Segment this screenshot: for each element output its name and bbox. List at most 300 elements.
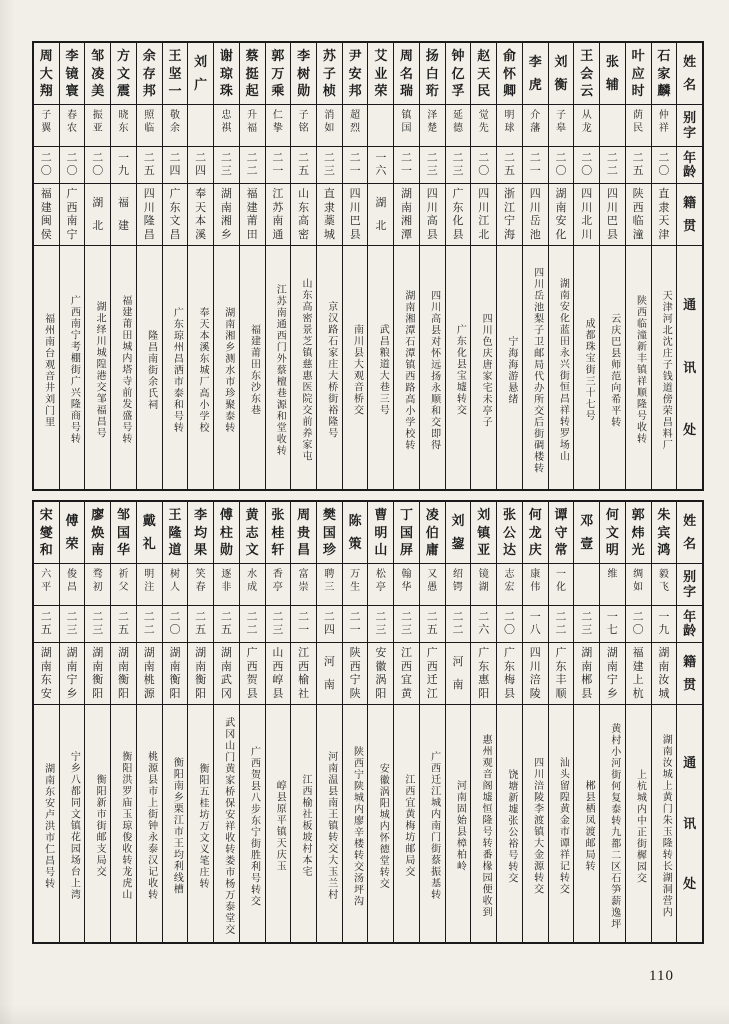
glyph: 通 [272, 228, 284, 241]
glyph: 迁 [426, 674, 438, 687]
glyph: 县 [426, 228, 438, 241]
glyph: 镇 [401, 110, 412, 121]
glyph: 二 [375, 611, 387, 623]
glyph: 邦 [142, 82, 156, 98]
glyph: 荣 [374, 82, 388, 98]
glyph: 四 [478, 188, 490, 201]
glyph: 守 [554, 524, 568, 540]
glyph: 骛 [92, 569, 103, 580]
age-cell [549, 606, 574, 643]
entry-column [573, 502, 599, 942]
glyph: 介 [530, 110, 541, 121]
glyph: 毅 [658, 569, 669, 580]
age-cell [60, 606, 85, 643]
glyph: 建 [246, 201, 258, 214]
glyph: 国 [116, 524, 130, 540]
glyph: 李 [297, 48, 311, 64]
glyph: 赵 [477, 48, 491, 64]
glyph: 惠 [478, 674, 490, 687]
glyph: 艾 [374, 48, 388, 64]
glyph: 二 [478, 611, 490, 623]
glyph: 山 [374, 541, 388, 557]
glyph: 高 [298, 215, 310, 228]
header-column [676, 502, 702, 942]
glyph: 南 [66, 215, 78, 228]
glyph: 卿 [502, 82, 516, 98]
glyph: 琼 [219, 65, 233, 81]
glyph: 三 [581, 624, 593, 636]
glyph: 宁 [503, 215, 515, 228]
alias-cell [497, 105, 522, 147]
glyph: 辅 [605, 77, 619, 92]
entry-column [34, 43, 59, 489]
name-cell [497, 43, 522, 105]
glyph: 杭 [632, 687, 644, 700]
glyph: 四 [606, 188, 618, 201]
age-cell [471, 606, 496, 643]
origin-cell [214, 184, 239, 246]
glyph: 会 [580, 65, 594, 81]
glyph: 应 [631, 65, 645, 81]
glyph: 三 [426, 165, 438, 177]
glyph: 二 [246, 624, 258, 636]
glyph: 安 [375, 647, 387, 660]
origin-cell [471, 643, 496, 705]
name-cell [420, 502, 445, 564]
glyph: 仁 [272, 110, 283, 121]
address-cell: 武冈山门黄家桥保安祥收转娄市杨万泰堂交 [222, 716, 234, 936]
glyph: 天 [195, 201, 207, 214]
origin-cell [34, 184, 59, 246]
glyph: 〇 [169, 624, 181, 636]
glyph: 德 [453, 123, 464, 134]
address-cell: 云庆巴县师范向希平转 [608, 312, 620, 428]
alias-cell [600, 564, 625, 606]
origin-cell [214, 643, 239, 705]
name-cell [266, 502, 291, 564]
age-cell [317, 606, 342, 643]
glyph: 五 [220, 624, 232, 636]
entry-column [342, 502, 368, 942]
glyph: 隆 [143, 215, 155, 228]
entry-column [522, 502, 548, 942]
entry-column [316, 43, 342, 489]
glyph: 镜 [65, 65, 79, 81]
glyph: 川 [349, 201, 361, 214]
glyph: 川 [581, 201, 593, 214]
name-cell [34, 43, 59, 105]
glyph: 东 [118, 123, 129, 134]
name-cell [420, 43, 445, 105]
glyph: 化 [555, 228, 567, 241]
glyph: 隶 [658, 201, 670, 214]
glyph: 伯 [425, 524, 439, 540]
glyph: 泽 [427, 110, 438, 121]
glyph: 南 [91, 541, 105, 557]
address-cell: 山东高密景芝镇慈惠医院交前养家屯 [299, 278, 311, 462]
glyph: 郭 [631, 507, 645, 523]
name-cell [394, 502, 419, 564]
age-cell [652, 147, 677, 184]
origin-cell [420, 184, 445, 246]
glyph: 鋆 [451, 536, 465, 551]
glyph: 和 [39, 541, 53, 557]
glyph: 黄 [245, 507, 259, 523]
glyph: 五 [426, 624, 438, 636]
alias-cell [291, 105, 316, 147]
glyph: 礼 [142, 536, 156, 551]
glyph: 河 [452, 656, 464, 669]
glyph: 潼 [632, 228, 644, 241]
glyph: 七 [606, 624, 618, 636]
glyph: 邦 [348, 82, 362, 98]
glyph: 衡 [92, 674, 104, 687]
glyph: 龄 [683, 623, 697, 638]
entry-column [84, 502, 110, 942]
entry-column [470, 502, 496, 942]
glyph: 明 [605, 541, 619, 557]
glyph: 桃 [143, 674, 155, 687]
glyph: 西 [349, 660, 361, 673]
glyph: 宁 [606, 674, 618, 687]
entry-column [110, 502, 136, 942]
glyph: 超 [350, 110, 361, 121]
origin-cell [652, 643, 677, 705]
glyph: 南 [117, 660, 129, 673]
glyph: 翔 [39, 82, 53, 98]
glyph: 县 [581, 687, 593, 700]
glyph: 源 [143, 687, 155, 700]
address-cell: 衡阳新市街邮支局交 [94, 774, 106, 878]
address-cell: 天津河北沈庄子钱道傍荣昌料厂 [660, 289, 672, 451]
header-age-cell [677, 147, 702, 184]
glyph: 西 [298, 660, 310, 673]
origin-cell [446, 184, 471, 246]
entry-column [496, 502, 522, 942]
glyph: 福 [632, 647, 644, 660]
glyph: 化 [555, 582, 566, 593]
glyph: 子 [298, 110, 309, 121]
glyph: 桂 [271, 524, 285, 540]
origin-cell [497, 643, 522, 705]
glyph: 姓 [683, 513, 697, 529]
glyph: 东 [452, 201, 464, 214]
glyph: 别 [683, 109, 697, 125]
alias-cell [368, 564, 393, 606]
entry-column [265, 502, 291, 942]
glyph: 阳 [169, 687, 181, 700]
glyph: 四 [581, 188, 593, 201]
glyph: 化 [452, 215, 464, 228]
glyph: 南 [220, 201, 232, 214]
glyph: 衡 [195, 674, 207, 687]
glyph: 县 [503, 687, 515, 700]
glyph: 轩 [271, 541, 285, 557]
glyph: 张 [605, 54, 619, 69]
glyph: 钟 [451, 48, 465, 64]
glyph: 树 [169, 569, 180, 580]
glyph: 勋 [297, 82, 311, 98]
glyph: 南 [323, 678, 335, 691]
glyph: 北 [92, 219, 104, 232]
glyph: 建 [632, 660, 644, 673]
glyph: 一 [298, 624, 310, 636]
glyph: 东 [298, 201, 310, 214]
glyph: 二 [503, 611, 515, 623]
entry-column [316, 502, 342, 942]
address-cell: 湖北绎川城隍港交邹福昌号 [94, 301, 106, 439]
age-cell [523, 606, 548, 643]
origin-cell [523, 643, 548, 705]
glyph: 一 [606, 611, 618, 623]
origin-cell [111, 184, 136, 246]
glyph: 二 [66, 611, 78, 623]
glyph: 达 [502, 541, 516, 557]
glyph: 邓 [580, 513, 594, 528]
glyph: 临 [144, 123, 155, 134]
glyph: 周 [297, 507, 311, 523]
glyph: 华 [116, 541, 130, 557]
address-cell: 上杭城内中正街樨园交 [634, 768, 646, 884]
glyph: 四 [323, 624, 335, 636]
alias-cell [497, 564, 522, 606]
glyph: 荣 [65, 536, 79, 551]
glyph: 曹 [374, 507, 388, 523]
glyph: 华 [401, 582, 412, 593]
glyph: 二 [143, 624, 155, 636]
header-address-cell [677, 705, 702, 942]
entry-column [419, 43, 445, 489]
glyph: 江 [272, 188, 284, 201]
name-cell [343, 43, 368, 105]
glyph: 上 [632, 674, 644, 687]
glyph: 江 [426, 687, 438, 700]
address-cell: 广东琼州昌洒市泰和号转 [171, 306, 183, 434]
age-cell [343, 606, 368, 643]
entry-column [187, 43, 213, 489]
glyph: 西 [66, 201, 78, 214]
entry-column [34, 502, 59, 942]
glyph: 怀 [502, 65, 516, 81]
glyph: 年 [683, 150, 697, 165]
entry-column [445, 43, 471, 489]
glyph: 忠 [221, 110, 232, 121]
alias-cell [394, 564, 419, 606]
glyph: 延 [453, 110, 464, 121]
address-cell: 饶塘新墟张公裕号转交 [505, 768, 517, 884]
address-cell: 惠州观音阁墟恒隆号转番椽园便收到 [480, 734, 492, 918]
glyph: 祺 [221, 123, 232, 134]
name-cell [394, 43, 419, 105]
glyph: 名 [683, 76, 697, 92]
address-cell: 湖南汝城上黄门朱玉隆转长湖洞营内 [660, 734, 672, 918]
origin-cell [60, 184, 85, 246]
glyph: 湖 [401, 188, 413, 201]
origin-cell [652, 184, 677, 246]
name-cell [214, 502, 239, 564]
glyph: 桢 [322, 82, 336, 98]
entry-column [342, 43, 368, 489]
age-cell [85, 606, 110, 643]
glyph: 陵 [529, 687, 541, 700]
glyph: 二 [220, 611, 232, 623]
glyph: 策 [348, 536, 362, 551]
glyph: 五 [632, 165, 644, 177]
glyph: 讯 [683, 359, 697, 375]
name-cell [60, 502, 85, 564]
directory-table-top [32, 41, 704, 491]
glyph: 王 [580, 48, 594, 64]
glyph: 二 [246, 611, 258, 623]
glyph: 凌 [425, 507, 439, 523]
glyph: 三 [324, 582, 335, 593]
entry-column [496, 43, 522, 489]
age-cell [446, 147, 471, 184]
glyph: 镇 [477, 524, 491, 540]
origin-cell [471, 184, 496, 246]
alias-cell [652, 105, 677, 147]
directory-table-bottom [32, 500, 704, 944]
glyph: 道 [168, 541, 182, 557]
glyph: 皋 [555, 123, 566, 134]
glyph: 春 [67, 110, 77, 121]
glyph: 坚 [168, 65, 182, 81]
name-cell [85, 43, 110, 105]
glyph: 刘 [554, 54, 568, 69]
glyph: 二 [555, 624, 567, 636]
glyph: 寰 [65, 82, 79, 98]
glyph: 乘 [271, 82, 285, 98]
glyph: 年 [683, 609, 697, 624]
glyph: 翰 [401, 569, 412, 580]
glyph: 二 [272, 152, 284, 164]
glyph: 三 [272, 624, 284, 636]
name-cell [446, 43, 471, 105]
glyph: 一 [117, 152, 129, 164]
glyph: 湖 [658, 647, 670, 660]
address-cell: 福州南台观音井刘门里 [42, 312, 54, 428]
address-cell: 江西宜黄梅坊邮局交 [402, 774, 414, 878]
entry-column [187, 502, 213, 942]
alias-cell [600, 105, 625, 147]
alias-cell [317, 564, 342, 606]
address-cell: 广东化县宝墟转交 [454, 324, 466, 416]
glyph: 宏 [504, 582, 515, 593]
glyph: 庸 [425, 541, 439, 557]
glyph: 二 [452, 152, 464, 164]
glyph: 二 [555, 152, 567, 164]
age-cell [111, 606, 136, 643]
origin-cell [163, 643, 188, 705]
address-cell: 广西迁江城内南门街蔡振基转 [428, 751, 440, 901]
glyph: 非 [221, 582, 232, 593]
alias-cell [549, 564, 574, 606]
glyph: 城 [658, 687, 670, 700]
glyph: 直 [658, 188, 670, 201]
glyph: 一 [401, 165, 413, 177]
glyph: 富 [298, 569, 309, 580]
age-cell [394, 147, 419, 184]
glyph: 湖 [117, 647, 129, 660]
entry-column [445, 502, 471, 942]
glyph: 安 [348, 65, 362, 81]
alias-cell [394, 105, 419, 147]
glyph: 贵 [297, 524, 311, 540]
alias-cell [549, 105, 574, 147]
age-cell [600, 606, 625, 643]
header-origin-cell [677, 643, 702, 705]
glyph: 南 [401, 201, 413, 214]
glyph: 五 [503, 165, 515, 177]
glyph: 二 [452, 611, 464, 623]
glyph: 亚 [477, 541, 491, 557]
glyph: 二 [401, 611, 413, 623]
address-cell: 郴县栖凤渡邮局转 [583, 780, 595, 872]
age-cell [368, 147, 393, 184]
glyph: 广 [555, 647, 567, 660]
glyph: 福 [40, 188, 52, 201]
address-cell: 四川涪陵李渡镇大金源转交 [531, 757, 543, 895]
glyph: 社 [298, 687, 310, 700]
glyph: 宋 [39, 507, 53, 523]
glyph: 王 [168, 507, 182, 523]
age-cell [497, 606, 522, 643]
glyph: 宁 [66, 228, 78, 241]
glyph: 尹 [348, 48, 362, 64]
glyph: 闽 [40, 215, 52, 228]
age-cell [600, 147, 625, 184]
glyph: 业 [374, 65, 388, 81]
name-cell [317, 502, 342, 564]
glyph: 二 [117, 611, 129, 623]
glyph: 溪 [195, 228, 207, 241]
glyph: 三 [323, 165, 335, 177]
glyph: 壹 [580, 536, 594, 551]
glyph: 川 [529, 201, 541, 214]
glyph: 戴 [142, 513, 156, 528]
glyph: 山 [298, 188, 310, 201]
glyph: 池 [529, 228, 541, 241]
glyph: 河 [323, 656, 335, 669]
age-cell [214, 606, 239, 643]
glyph: 绍 [453, 569, 464, 580]
address-cell: 湖南湘乡测水市珍聚泰转 [222, 306, 234, 434]
entry-column [470, 43, 496, 489]
glyph: 〇 [632, 624, 644, 636]
glyph: 刘 [477, 507, 491, 523]
glyph: 建 [40, 201, 52, 214]
glyph: 县 [452, 228, 464, 241]
glyph: 四 [529, 647, 541, 660]
glyph: 康 [530, 569, 541, 580]
glyph: 五 [40, 624, 52, 636]
address-cell: 河南温县南王镇转交大玉兰村 [325, 751, 337, 901]
glyph: 山 [272, 647, 284, 660]
entry-column [393, 502, 419, 942]
entry-column [239, 43, 265, 489]
glyph: 涡 [375, 674, 387, 687]
glyph: 三 [66, 624, 78, 636]
glyph: 鸿 [657, 541, 671, 557]
address-cell: 成都珠宝街三十七号 [583, 318, 595, 422]
glyph: 二 [298, 152, 310, 164]
glyph: 六 [375, 165, 387, 177]
glyph: 周 [39, 48, 53, 64]
glyph: 笑 [195, 569, 206, 580]
entry-column [84, 43, 110, 489]
address-cell: 湖南东安卢洪市仁昌号转 [42, 762, 54, 890]
age-cell [368, 606, 393, 643]
